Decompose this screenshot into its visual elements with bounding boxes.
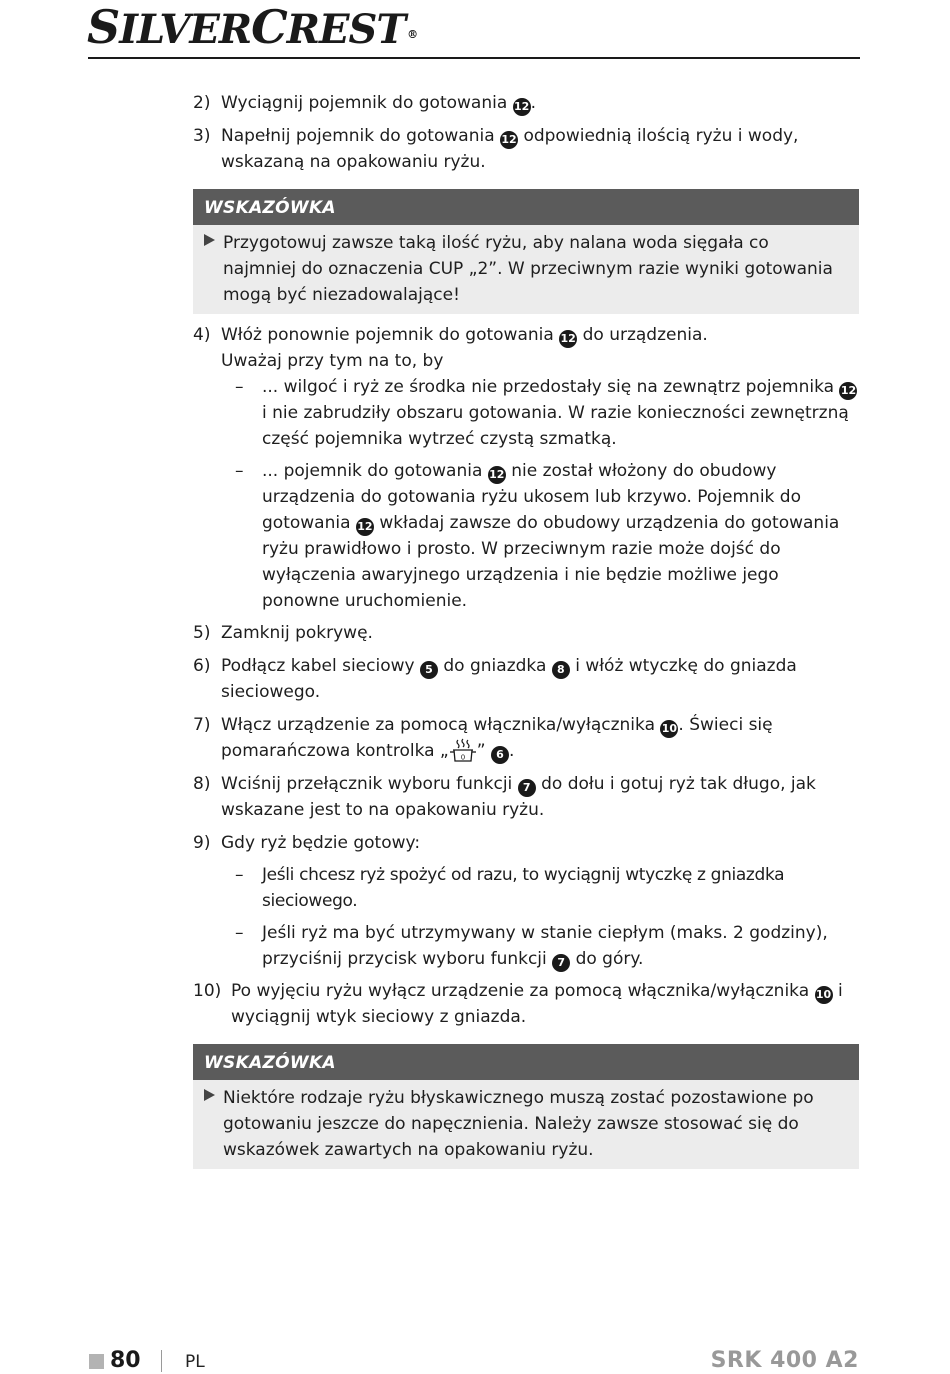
step-8: [193, 771, 859, 823]
note-body: [193, 225, 859, 314]
note-text: Niektóre rodzaje ryżu błyskawicznego muszą zostać pozostawione po gotowaniu jeszcze do napęcznienia. Należy zawsze stosować się do wskazówek zawartych na opakowaniu ryżu.: [223, 1088, 814, 1160]
note-title: WSKAZÓWKA: [193, 189, 859, 225]
step-text: Włącz urządzenie za pomocą włącznika/wyłącznika: [221, 715, 655, 735]
step-number: 5): [193, 623, 211, 643]
note-body: [193, 1080, 859, 1169]
step-7: [193, 712, 859, 764]
arrow-bullet-icon: [204, 234, 215, 246]
step-text: do gniazdka: [443, 656, 547, 676]
sub-item: [193, 862, 859, 914]
ref-badge: 12: [500, 131, 518, 149]
header-rule: [88, 57, 860, 59]
sub-text: Jeśli ryż ma być utrzymywany w stanie ciepłym (maks. 2 godziny), przyciśnij przycisk wyboru funkcji: [262, 923, 828, 969]
footer-divider: [161, 1350, 162, 1372]
step-text: odpowiednią ilością ryżu i wody, wskazaną na opakowaniu ryżu.: [221, 126, 799, 172]
step-text: Gdy ryż będzie gotowy:: [221, 833, 421, 853]
brand-letter: S: [87, 0, 120, 54]
dash-bullet: –: [235, 461, 244, 481]
dash-bullet: –: [235, 377, 244, 397]
brand-part: REST: [286, 6, 406, 53]
brand-part: ILVER: [119, 6, 252, 53]
arrow-bullet-icon: [204, 1089, 215, 1101]
step-number: 2): [193, 93, 211, 113]
language-code: PL: [185, 1352, 205, 1372]
registered-mark: ®: [407, 28, 418, 41]
ref-badge: 10: [660, 720, 678, 738]
step-text: i włóż wtyczkę do gniazda sieciowego.: [221, 656, 797, 702]
step-text: Uważaj przy tym na to, by: [221, 351, 444, 371]
sub-item: [193, 374, 859, 452]
step-text: i wyciągnij wtyk sieciowy z gniazda.: [231, 981, 843, 1027]
sub-text: i nie zabrudziły obszaru gotowania. W razie konieczności zewnętrzną część pojemnika wytrzeć czystą szmatką.: [262, 403, 849, 449]
sub-text: wkładaj zawsze do obudowy urządzenia do gotowania ryżu prawidłowo i prosto. W przeciwnym razie może dojść do wyłączenia awaryjnego urządzenia i nie będzie możliwe jego ponowne uruchomienie.: [262, 513, 840, 611]
step-number: 10): [193, 981, 222, 1001]
note-text: Przygotowuj zawsze taką ilość ryżu, aby nalana woda sięgała co najmniej do oznaczenia CUP „2”. W przeciwnym razie wyniki gotowania mogą być niezadowalające!: [223, 233, 833, 305]
ref-badge: 7: [518, 779, 536, 797]
step-10: [193, 978, 859, 1030]
step-text: . Świeci się pomarańczowa kontrolka „: [221, 715, 773, 761]
ref-badge: 6: [491, 746, 509, 764]
step-text: Podłącz kabel sieciowy: [221, 656, 415, 676]
ref-badge: 12: [839, 382, 857, 400]
instruction-content: [193, 90, 859, 1177]
step-9: [193, 830, 859, 972]
step-text: ”: [476, 741, 486, 761]
step-text: do urządzenia.: [582, 325, 708, 345]
note-box: [193, 189, 859, 314]
ref-badge: 7: [552, 954, 570, 972]
step-number: 3): [193, 126, 211, 146]
step-number: 6): [193, 656, 211, 676]
ref-badge: 12: [559, 330, 577, 348]
pot-icon-label: 0: [460, 753, 465, 762]
page-marker: [89, 1354, 104, 1369]
step-text: do dołu i gotuj ryż tak długo, jak wskazane jest to na opakowaniu ryżu.: [221, 774, 816, 820]
note-title: WSKAZÓWKA: [193, 1044, 859, 1080]
ref-badge: 8: [552, 661, 570, 679]
page-number: 80: [110, 1348, 141, 1373]
step-text: Po wyjęciu ryżu wyłącz urządzenie za pomocą włącznika/wyłącznika: [231, 981, 810, 1001]
dash-bullet: –: [235, 923, 244, 943]
step-text: Włóż ponownie pojemnik do gotowania: [221, 325, 554, 345]
step-2: [193, 90, 859, 116]
step-4: [193, 322, 859, 614]
step-number: 4): [193, 325, 211, 345]
sub-text: do góry.: [575, 949, 644, 969]
note-box: [193, 1044, 859, 1169]
step-text: Zamknij pokrywę.: [221, 623, 373, 643]
step-number: 8): [193, 774, 211, 794]
sub-text: ... pojemnik do gotowania: [262, 461, 483, 481]
ref-badge: 5: [420, 661, 438, 679]
step-text: Napełnij pojemnik do gotowania: [221, 126, 495, 146]
brand-letter: C: [251, 0, 287, 54]
ref-badge: 12: [488, 466, 506, 484]
step-6: [193, 653, 859, 705]
step-text: .: [508, 741, 515, 761]
step-number: 7): [193, 715, 211, 735]
step-text: .: [530, 93, 537, 113]
rice-cooker-pot-icon: [449, 738, 477, 764]
step-text: Wciśnij przełącznik wyboru funkcji: [221, 774, 513, 794]
dash-bullet: –: [235, 865, 244, 885]
sub-text: ... wilgoć i ryż ze środka nie przedostały się na zewnątrz pojemnika: [262, 377, 835, 397]
ref-badge: 12: [513, 98, 531, 116]
sub-text: Jeśli chcesz ryż spożyć od razu, to wyciągnij wtyczkę z gniazdka sieciowego.: [262, 865, 785, 911]
step-3: [193, 123, 859, 175]
ref-badge: 12: [356, 518, 374, 536]
model-number: SRK 400 A2: [710, 1348, 859, 1373]
sub-item: [193, 920, 859, 972]
sub-item: [193, 458, 859, 614]
sub-text: nie został włożony do obudowy urządzenia do gotowania ryżu ukosem lub krzywo. Pojemnik do gotowania: [262, 461, 801, 533]
step-text: Wyciągnij pojemnik do gotowania: [221, 93, 508, 113]
step-number: 9): [193, 833, 211, 853]
brand-logo: [87, 0, 418, 54]
page-footer: [0, 1348, 950, 1374]
step-5: [193, 620, 859, 646]
ref-badge: 10: [815, 986, 833, 1004]
